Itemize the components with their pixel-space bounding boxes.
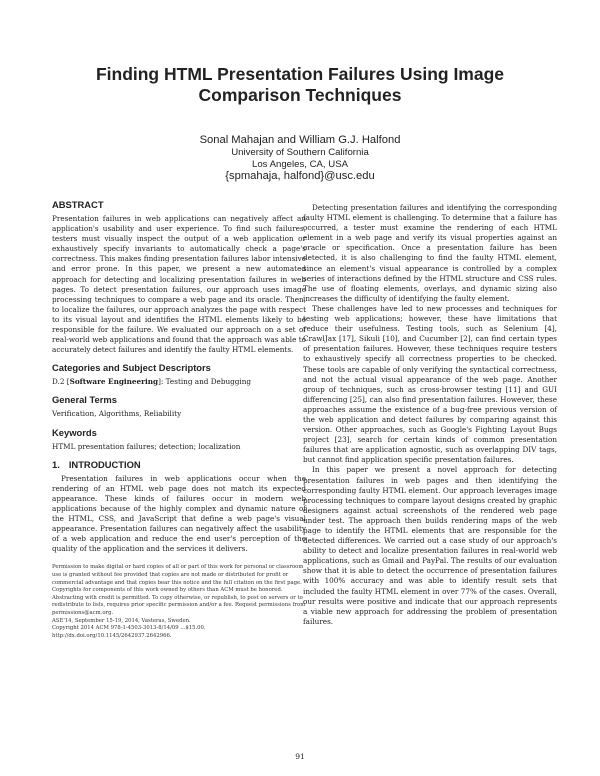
general-terms-heading: General Terms: [52, 394, 117, 406]
paper-title-line-1: Finding HTML Presentation Failures Using Image: [95, 64, 505, 84]
categories-heading: Categories and Subject Descriptors: [52, 362, 211, 374]
categories-code: D.2 [: [52, 377, 70, 387]
introduction-heading: [52, 459, 306, 471]
introduction-number: 1.: [52, 458, 60, 470]
general-terms-text: Verification, Algorithms, Reliability: [52, 409, 182, 419]
right-column: [303, 203, 557, 627]
author-affiliation: University of Southern California: [231, 147, 369, 158]
author-names: Sonal Mahajan and William G.J. Halfond: [199, 134, 401, 146]
keywords-text: HTML presentation failures; detection; localization: [52, 441, 241, 451]
categories-text: [52, 377, 306, 387]
introduction-paragraph-1: Presentation failures in web applications occur when the rendering of an HTML web page does not match its expected appearance. These kinds of failures occur in modern web applications because of the highly complex and dynamic nature of the HTML, CSS, and JavaScript that define a web page's visual appearance. Presentation failures can negatively affect the usability of a web application and reduce the end user's perception of the quality of the application and the services it delivers.: [52, 473, 306, 554]
page-number: 91: [295, 752, 305, 761]
paper-title-line-2: Comparison Techniques: [198, 85, 402, 105]
introduction-title: INTRODUCTION: [68, 458, 141, 470]
left-column: [52, 199, 306, 640]
right-paragraph-3: In this paper we present a novel approach for detecting presentation failures in web pages and then identifying the corresponding faulty HTML element. Our approach leverages image processing techniques to compare layout designs created by graphic designers against actual screenshots of the rendered web page under test. The approach then builds rendering maps of the web page to identify the HTML elements that are responsible for the detected differences. We carried out a case study of our approach's ability to detect and localize presentation failures in real-world web applications, such as Gmail and PayPal. The results of our evaluation show that it is able to detect the occurrence of presentation failures with 100% accuracy and was able to identify result sets that included the faulty HTML element in over 77% of the cases. Overall, our results were positive and indicate that our approach represents a viable new approach for addressing the problem of presentation failures.: [303, 465, 557, 626]
author-email: {spmahaja, halfond}@usc.edu: [225, 170, 375, 182]
doi-line: http://dx.doi.org/10.1145/2642937.2642966.: [52, 632, 172, 639]
copyright-footnote: [52, 564, 306, 640]
paper-title: [60, 64, 540, 106]
permission-notice: Permission to make digital or hard copies of all or part of this work for personal or classroom use is granted without fee provided that copies are not made or distributed for profit or commercial advantage and that copies bear this notice and the full citation on the first page. Copyrights for components of this work owned by others than ACM must be honored. Abstracting with credit is permitted. To copy otherwise, or republish, to post on servers or to redistribute to lists, requires prior specific permission and/or a fee. Request permissions from permissions@acm.org.: [52, 564, 306, 616]
venue-line: ASE'14, September 15-19, 2014, Vasteras, Sweden.: [52, 617, 191, 624]
author-block: [100, 133, 500, 183]
categories-bold: Software Engineering: [69, 377, 159, 387]
copyright-line: Copyright 2014 ACM 978-1-4503-3013-8/14/09 ...$15.00.: [52, 625, 206, 632]
right-paragraph-2: These challenges have led to new processes and techniques for testing web applications; however, these have limitations that reduce their usefulness. Testing tools, such as Selenium [4], CrawlJax [17], Sikuli [10], and Cucumber [2], can find certain types of presentation failures. However, these techniques require testers to exhaustively specify all correctness properties to be checked. These tools are capable of only verifying the syntactical correctness, and not the actual visual appearance of the web page. Another group of techniques, such as cross-browser testing [11] and GUI differencing [25], can also find presentation failures. However, these approaches assume the existence of a bug-free previous version of the web application and detect failures by comparing against this version. Other approaches, such as Google's Fighting Layout Bugs project [23], search for certain kinds of common presentation failures that are application agnostic, such as overlapping DIV tags, but cannot find application specific presentation failures.: [303, 303, 557, 465]
categories-rest: ]: Testing and Debugging: [158, 377, 252, 387]
keywords-heading: Keywords: [52, 426, 97, 438]
author-location: Los Angeles, CA, USA: [252, 158, 348, 170]
abstract-text: Presentation failures in web applications can negatively affect an application's usability and user experience. To find such failures, testers must visually inspect the output of a web application or exhaustively specify invariants to automatically check a page's correctness. This makes finding presentation failures labor intensive and error prone. In this paper, we present a new automated approach for detecting and localizing presentation failures in web pages. To detect presentation failures, our approach uses image processing techniques to compare a web page and its oracle. Then, to localize the failures, our approach analyzes the page with respect to its visual layout and identifies the HTML elements likely to be responsible for the failure. We evaluated our approach on a set of real-world web applications and found that the approach was able to accurately detect failures and identify the faulty HTML elements.: [52, 214, 306, 355]
abstract-heading: ABSTRACT: [52, 199, 104, 210]
right-paragraph-1: Detecting presentation failures and identifying the corresponding faulty HTML element is challenging. To determine that a failure has occurred, a tester must examine the rendering of each HTML element in a web page and verify its visual properties against an oracle or specification. Once a presentation failure has been detected, it is also challenging to find the faulty HTML element, since an element's visual appearance is controlled by a complex series of interactions defined by the HTML structure and CSS rules. The use of floating elements, overlays, and dynamic sizing also increases the difficulty of identifying the faulty element.: [303, 203, 557, 303]
